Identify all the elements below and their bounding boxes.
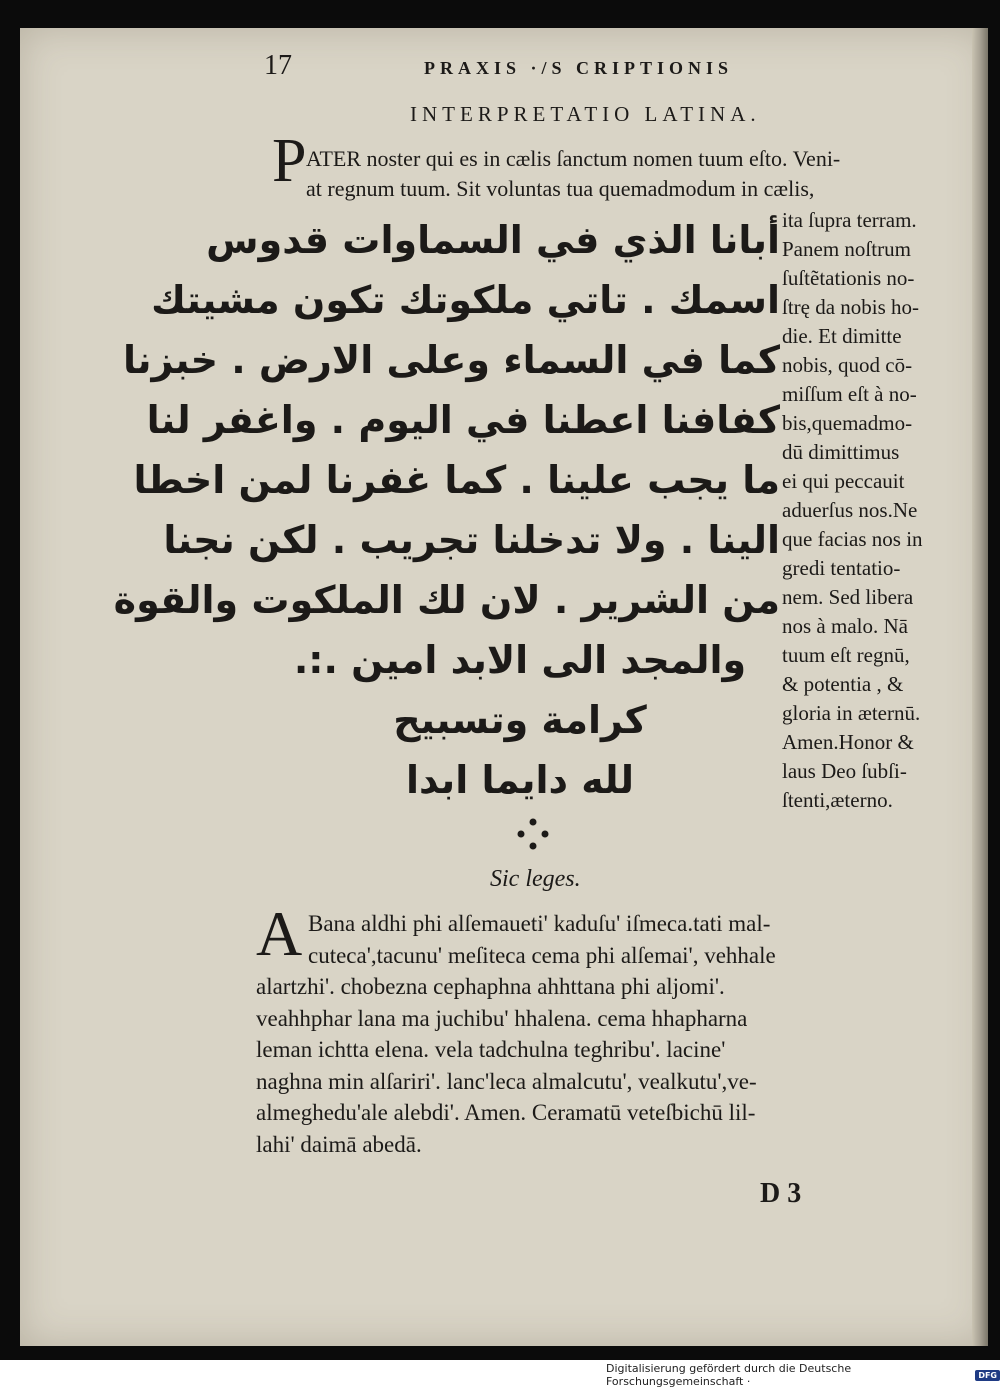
latin-col-line: ſtrę da nobis ho- bbox=[782, 295, 920, 319]
latin-col-line: ita ſupra terram. bbox=[782, 208, 917, 232]
latin-col-line: nem. Sed libera bbox=[782, 585, 914, 609]
latin-col-line: que facias nos in bbox=[782, 527, 923, 551]
latin-line-2: at regnum tuum. Sit voluntas tua quemadmodum in cælis, bbox=[306, 176, 815, 201]
latin-col-line: laus Deo ſubſi- bbox=[782, 759, 907, 783]
translit-line: naghna min alſariri'. lanc'leca almalcutu', vealkutu',ve- bbox=[256, 1068, 757, 1094]
ornament-dots-icon bbox=[508, 814, 558, 854]
latin-col-line: die. Et dimitte bbox=[782, 324, 902, 348]
latin-translation-column bbox=[782, 206, 972, 815]
arabic-line: كرامة وتسبيح bbox=[393, 698, 647, 742]
translit-line: lahi' daimā abedā. bbox=[256, 1131, 422, 1157]
page-edge bbox=[972, 28, 988, 1346]
latin-col-line: nobis, quod cō- bbox=[782, 353, 913, 377]
drop-cap-a: A bbox=[256, 898, 303, 969]
drop-cap-p: P bbox=[272, 127, 307, 195]
translit-line: veahhphar lana ma juchibu' hhalena. cema hhapharna bbox=[256, 1005, 748, 1031]
running-title: PRAXIS ·/S CRIPTIONIS bbox=[424, 58, 734, 78]
arabic-text-block bbox=[113, 210, 780, 810]
arabic-line: من الشرير . لان لك الملكوت والقوة bbox=[113, 578, 780, 622]
arabic-line: كما في السماء وعلى الارض . خبزنا bbox=[122, 338, 780, 382]
signature-mark: D 3 bbox=[760, 1178, 802, 1209]
arabic-line: الينا . ولا تدخلنا تجريب . لكن نجنا bbox=[163, 518, 780, 562]
sic-leges-heading: Sic leges. bbox=[490, 866, 581, 892]
translit-line: cuteca',tacunu' meſiteca cema phi alſemai', vehhale bbox=[308, 942, 776, 968]
translit-line: leman ichtta elena. vela tadchulna teghribu'. lacine' bbox=[256, 1037, 726, 1062]
footer-credit-text: Digitalisierung gefördert durch die Deutsche Forschungsgemeinschaft · bbox=[606, 1362, 852, 1388]
translit-line: almeghedu'ale alebdi'. Amen. Ceramatū veteſbichū lil- bbox=[256, 1100, 756, 1125]
latin-col-line: Panem noſtrum bbox=[782, 237, 911, 261]
latin-col-line: nos à malo. Nā bbox=[782, 614, 908, 638]
latin-col-line: miſſum eſt à no- bbox=[782, 382, 917, 406]
dfg-logo-icon: DFG bbox=[975, 1370, 1000, 1381]
latin-col-line: tuum eſt regnū, bbox=[782, 643, 910, 667]
arabic-line: ما يجب علينا . كما غفرنا لمن اخطا bbox=[133, 458, 780, 502]
arabic-line: اسمك . تاتي ملكوتك تكون مشيتك bbox=[151, 278, 780, 322]
latin-col-line: aduerſus nos.Ne bbox=[782, 498, 918, 522]
latin-line-1: ATER noster qui es in cælis ſanctum nomen tuum eſto. Veni- bbox=[306, 146, 841, 171]
arabic-line: أبانا الذي في السماوات قدوس bbox=[206, 218, 780, 262]
latin-col-line: gredi tentatio- bbox=[782, 556, 901, 580]
footer-credit bbox=[606, 1362, 1000, 1388]
translit-line: Bana aldhi phi alſemaueti' kaduſu' iſmeca.tati mal- bbox=[308, 911, 771, 936]
latin-col-line: & potentia , & bbox=[782, 672, 904, 696]
arabic-line: لله دايما ابدا bbox=[405, 758, 635, 802]
latin-col-line: ſtenti,æterno. bbox=[782, 788, 893, 812]
arabic-line: والمجد الى الابد امين .:. bbox=[293, 638, 747, 682]
section-heading: INTERPRETATIO LATINA. bbox=[410, 102, 761, 126]
latin-col-line: bis,quemadmo- bbox=[782, 411, 913, 435]
latin-col-line: ei qui peccauit bbox=[782, 469, 905, 493]
latin-col-line: dū dimittimus bbox=[782, 440, 900, 464]
latin-col-line: gloria in æternū. bbox=[782, 701, 921, 725]
page-number: 17 bbox=[264, 50, 292, 81]
translit-line: alartzhi'. chobezna cephaphna ahhttana phi aljomi'. bbox=[256, 974, 725, 999]
arabic-line: كفافنا اعطنا في اليوم . واغفر لنا bbox=[146, 398, 780, 442]
latin-col-line: ſuſtẽtationis no- bbox=[782, 266, 915, 290]
latin-col-line: Amen.Honor & bbox=[782, 730, 914, 754]
